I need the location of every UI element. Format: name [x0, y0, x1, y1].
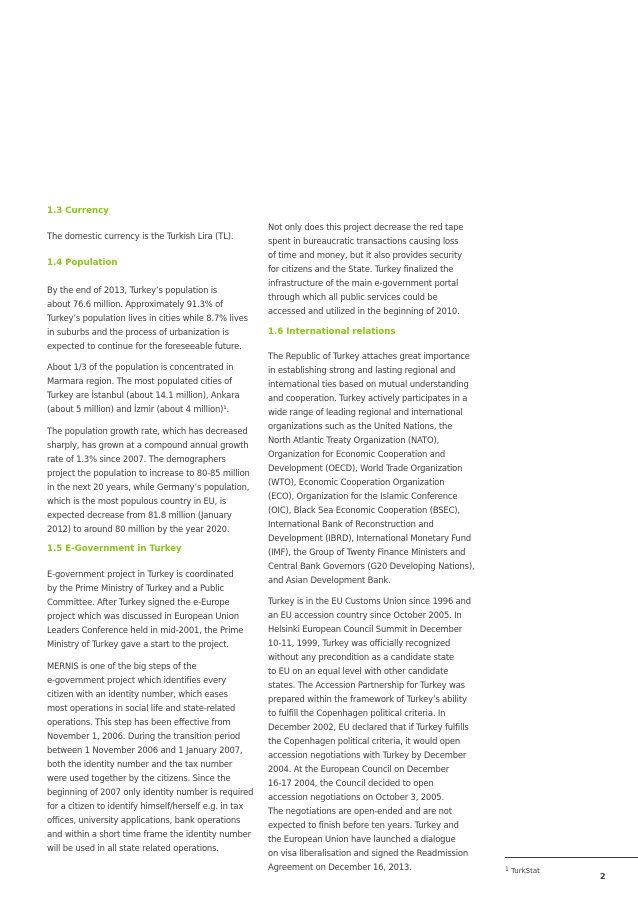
text-line: accession negotiations with Turkey by December	[268, 750, 467, 760]
text-line: Ministry of Turkey gave a start to the project.	[47, 639, 229, 649]
text-line: Helsinki European Council Summit in December	[268, 624, 463, 634]
text-line: (ECO), Organization for the Islamic Conference	[268, 491, 458, 501]
text-line: were used together by the citizens. Since the	[47, 773, 231, 783]
text-line: without any precondition as a candidate state	[268, 652, 454, 662]
text-line: About 1/3 of the population is concentrated in	[47, 362, 234, 372]
text-line: and Asian Development Bank.	[268, 575, 391, 585]
text-line: and within a short time frame the identity number	[47, 829, 251, 839]
text-line: infrastructure of the main e-government portal	[268, 278, 459, 288]
section-heading: 1.5 E-Government in Turkey	[47, 544, 182, 554]
text-line: which is the most populous country in EU, is	[47, 496, 227, 506]
text-line: MERNIS is one of the big steps of the	[47, 661, 197, 671]
text-line: the European Union have launched a dialogue	[268, 834, 456, 844]
text-line: between 1 November 2006 and 1 January 2007,	[47, 745, 243, 755]
text-line: Agreement on December 16, 2013.	[268, 862, 412, 872]
text-line: in suburbs and the process of urbanization is	[47, 327, 229, 337]
text-line: December 2002, EU declared that if Turkey fulfills	[268, 722, 469, 732]
text-line: on visa liberalisation and signed the Readmission	[268, 848, 469, 858]
text-line: accessed and utilized in the beginning of 2010.	[268, 306, 460, 316]
text-line: The negotiations are open-ended and are not	[268, 806, 452, 816]
text-line: in establishing strong and lasting regional and	[268, 365, 456, 375]
text-line: about 76.6 million. Approximately 91.3% of	[47, 299, 223, 309]
text-line: Development (IBRD), International Monetary Fund	[268, 533, 472, 543]
text-line: offices, university applications, bank operations	[47, 815, 241, 825]
text-line: states. The Accession Partnership for Turkey was	[268, 680, 465, 690]
section-heading: 1.3 Currency	[47, 206, 109, 216]
text-line: of time and money, but it also provides security	[268, 250, 462, 260]
text-line: accession negotiations on October 3, 2005.	[268, 792, 444, 802]
text-line: for citizens and the State. Turkey finalized the	[268, 264, 454, 274]
text-line: expected to finish before ten years. Turkey and	[268, 820, 459, 830]
text-line: 10-11, 1999, Turkey was officially recognized	[268, 638, 451, 648]
text-line: expected decrease from 81.8 million (January	[47, 510, 232, 520]
text-line: Turkey is in the EU Customs Union since 1996 and	[268, 596, 471, 606]
footnote-mark: 1	[505, 866, 509, 873]
text-line: project which was discussed in European Union	[47, 611, 239, 621]
footnote-text: TurkStat	[511, 867, 540, 875]
text-line: organizations such as the United Nations, the	[268, 421, 453, 431]
text-line: (about 5 million) and İzmir (about 4 million)¹.	[47, 404, 230, 414]
text-line: and cooperation. Turkey actively participates in a	[268, 393, 468, 403]
text-line: the Copenhagen political criteria, it would open	[268, 736, 461, 746]
text-line: Central Bank Governors (G20 Developing Nations),	[268, 561, 475, 571]
text-line: citizen with an identity number, which eases	[47, 689, 228, 699]
text-line: International Bank of Reconstruction and	[268, 519, 434, 529]
text-line: The domestic currency is the Turkish Lira (TL).	[47, 231, 234, 241]
text-line: 2012) to around 80 million by the year 2020.	[47, 524, 230, 534]
text-line: to fulfill the Copenhagen political criteria. In	[268, 708, 446, 718]
section-heading: 1.6 International relations	[268, 327, 396, 337]
text-line: Not only does this project decrease the red tape	[268, 222, 464, 232]
text-line: in the next 20 years, while Germany’s population,	[47, 482, 250, 492]
text-line: by the Prime Ministry of Turkey and a Public	[47, 583, 224, 593]
text-line: operations. This step has been effective from	[47, 717, 231, 727]
text-line: expected to continue for the foreseeable future.	[47, 341, 242, 351]
text-line: Turkey are İstanbul (about 14.1 million), Ankara	[47, 390, 240, 400]
text-line: (OIC), Black Sea Economic Cooperation (BSEC),	[268, 505, 460, 515]
text-line: Committee. After Turkey signed the e-Europe	[47, 597, 230, 607]
text-line: e-government project which identifies every	[47, 675, 227, 685]
text-line: November 1, 2006. During the transition period	[47, 731, 241, 741]
text-line: most operations in social life and state-related	[47, 703, 236, 713]
text-line: for a citizen to identify himself/herself e.g. in tax	[47, 801, 244, 811]
text-line: By the end of 2013, Turkey’s population is	[47, 285, 218, 295]
footnote-divider	[505, 857, 638, 858]
text-line: E-government project in Turkey is coordinated	[47, 569, 234, 579]
text-line: through which all public services could be	[268, 292, 438, 302]
text-line: project the population to increase to 80-85 million	[47, 468, 250, 478]
text-line: an EU accession country since October 2005. In	[268, 610, 462, 620]
text-line: international ties based on mutual understanding	[268, 379, 469, 389]
text-line: will be used in all state related operations.	[47, 843, 219, 853]
text-line: to EU on an equal level with other candidate	[268, 666, 449, 676]
footnote	[505, 866, 540, 875]
text-line: sharply, has grown at a compound annual growth	[47, 440, 249, 450]
text-line: Leaders Conference held in mid-2001, the Prime	[47, 625, 244, 635]
text-line: Turkey’s population lives in cities while 8.7% lives	[47, 313, 248, 323]
text-line: North Atlantic Treaty Organization (NATO),	[268, 435, 440, 445]
text-line: (WTO), Economic Cooperation Organization	[268, 477, 445, 487]
text-line: prepared within the framework of Turkey’s ability	[268, 694, 467, 704]
text-line: spent in bureaucratic transactions causing loss	[268, 236, 459, 246]
text-line: rate of 1.3% since 2007. The demographers	[47, 454, 226, 464]
text-line: Organization for Economic Cooperation and	[268, 449, 446, 459]
text-line: (IMF), the Group of Twenty Finance Ministers and	[268, 547, 466, 557]
text-line: The Republic of Turkey attaches great importance	[268, 351, 470, 361]
text-line: 2004. At the European Council on December	[268, 764, 450, 774]
page-number: 2	[600, 872, 606, 881]
section-heading: 1.4 Population	[47, 258, 118, 268]
text-line: wide range of leading regional and international	[268, 407, 463, 417]
text-line: Development (OECD), World Trade Organization	[268, 463, 463, 473]
text-line: both the identity number and the tax number	[47, 759, 233, 769]
text-line: beginning of 2007 only identity number is required	[47, 787, 254, 797]
text-line: 16-17 2004, the Council decided to open	[268, 778, 434, 788]
text-line: The population growth rate, which has decreased	[47, 426, 248, 436]
text-line: Marmara region. The most populated cities of	[47, 376, 232, 386]
